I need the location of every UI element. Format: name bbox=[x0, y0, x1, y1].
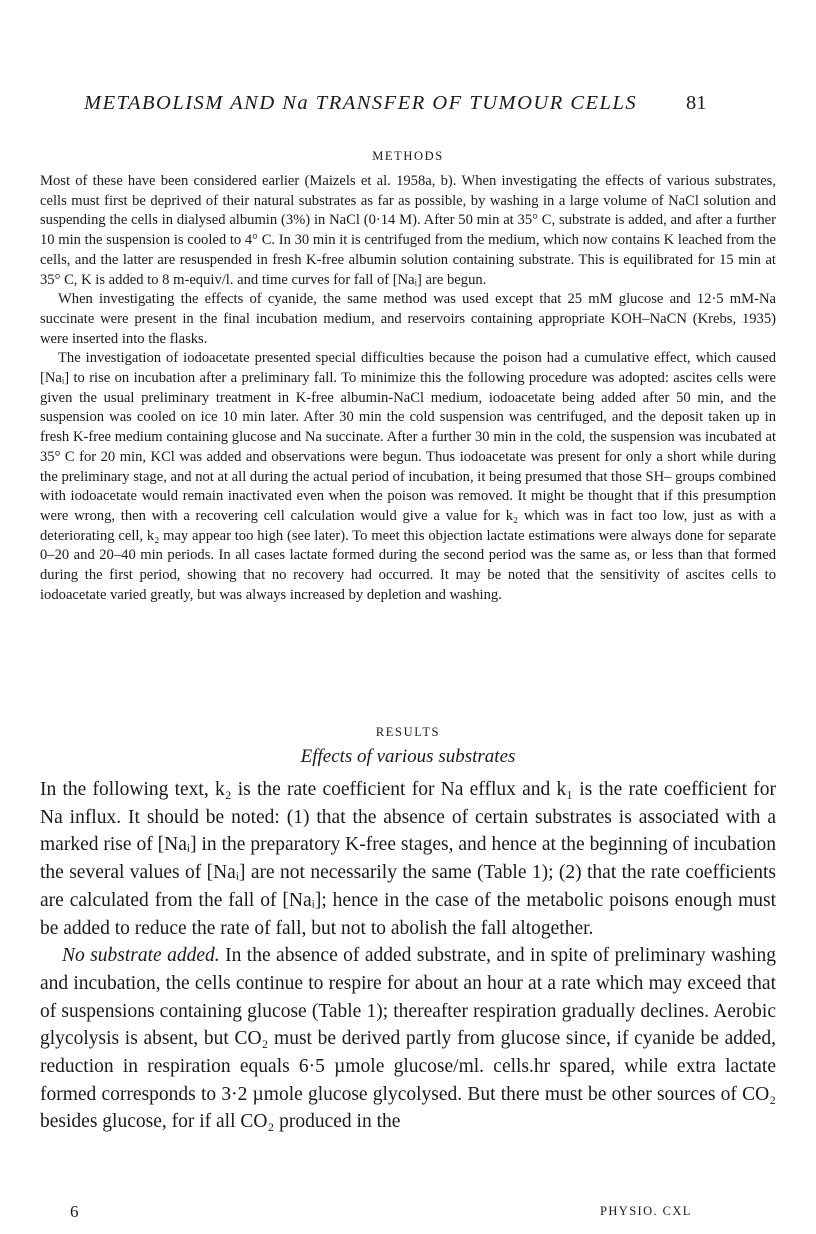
journal-mark: PHYSIO. CXL bbox=[600, 1204, 692, 1218]
results-body bbox=[40, 776, 776, 1136]
paragraph-text: In the absence of added substrate, and in spite of preliminary washing and incubation, the cells continue to respire for about an hour at a rate which may exceed that of suspensions containing glucose (Table 1); thereafter respiration gradually declines. Aerobic glycolysis is absent, but CO₂ must be derived partly from glucose since, if cyanide be added, reduction in respiration equals 6·5 µmole glucose/ml. cells.hr spared, while extra lactate formed corresponds to 3·2 µmole glucose glycolysed. But there must be other sources of CO₂ besides glucose, for if all CO₂ produced in the bbox=[40, 945, 776, 1133]
methods-paragraph: When investigating the effects of cyanide, the same method was used except that 25 mM glucose and 12·5 mM-Na succinate were present in the final incubation medium, and reservoirs containing appropriate KOH–NaCN (Krebs, 1935) were inserted into the flasks. bbox=[40, 291, 776, 347]
running-title: METABOLISM AND Na TRANSFER OF TUMOUR CELLS bbox=[84, 92, 638, 114]
methods-body bbox=[40, 172, 776, 605]
page-number: 81 bbox=[686, 92, 707, 114]
signature-mark: 6 bbox=[70, 1202, 79, 1221]
results-paragraph: In the following text, k₂ is the rate coefficient for Na efflux and k₁ is the rate coefficient for Na influx. It should be noted: (1) that the absence of certain substrates is associated with a marked rise of [Naᵢ] in the preparatory K-free stages, and hence at the beginning of incubation the several values of [Naᵢ] are not necessarily the same (Table 1); (2) that the rate coefficients are calculated from the fall of [Naᵢ]; hence in the case of the metabolic poisons enough must be added to reduce the rate of fall, but not to abolish the fall altogether. bbox=[40, 779, 776, 939]
paragraph-lead-in: No substrate added. bbox=[62, 945, 220, 967]
results-heading: RESULTS bbox=[375, 725, 441, 739]
results-subheading: Effects of various substrates bbox=[300, 746, 516, 767]
methods-heading: METHODS bbox=[372, 149, 444, 163]
methods-paragraph: The investigation of iodoacetate presented special difficulties because the poison had a cumulative effect, which caused [Naᵢ] to rise on incubation after a preliminary fall. To minimize this the following procedure was adopted: ascites cells were given the usual preliminary treatment in K-free albumin-NaCl medium, iodoacetate being added after 50 min, and the suspension was cooled on ice 10 min later. After 30 min the cold suspension was centrifuged, and the deposit taken up in fresh K-free medium containing glucose and Na succinate. After a further 30 min in the cold, the suspension was incubated at 35° C for 20 min, KCl was added and observations were begun. Thus iodoacetate was present for only a short while during the preliminary stage, and not at all during the actual period of incubation, it being presumed that those SH– groups combined with iodoacetate would remain inactivated even when the poison was removed. It might be thought that if this presumption were wrong, then with a recovering cell calculation would give a value for k₂ which was in fact too low, just as with a deteriorating cell, k₂ may appear too high (see later). To meet this objection lactate estimations were always done for separate 0–20 and 20–40 min periods. In all cases lactate formed during the second period was the same as, or less than that formed during the first period, showing that no recovery had occurred. It may be noted that the sensitivity of ascites cells to iodoacetate varied greatly, but was always increased by depletion and washing. bbox=[40, 350, 776, 603]
results-paragraph bbox=[40, 942, 776, 1136]
methods-paragraph: Most of these have been considered earlier (Maizels et al. 1958a, b). When investigating the effects of various substrates, cells must first be deprived of their natural substrates as far as possible, by washing in a large volume of NaCl solution and suspending the cells in dialysed albumin (3%) in NaCl (0·14 M). After 50 min at 35° C, substrate is added, and after a further 10 min the suspension is cooled to 4° C. In 30 min it is centrifuged from the medium, which now contains K leached from the cells, and the latter are resuspended in fresh K-free albumin solution containing substrate. This is equilibrated for 15 min at 35° C, K is added to 8 m-equiv/l. and time curves for fall of [Naᵢ] are begun. bbox=[40, 173, 776, 288]
